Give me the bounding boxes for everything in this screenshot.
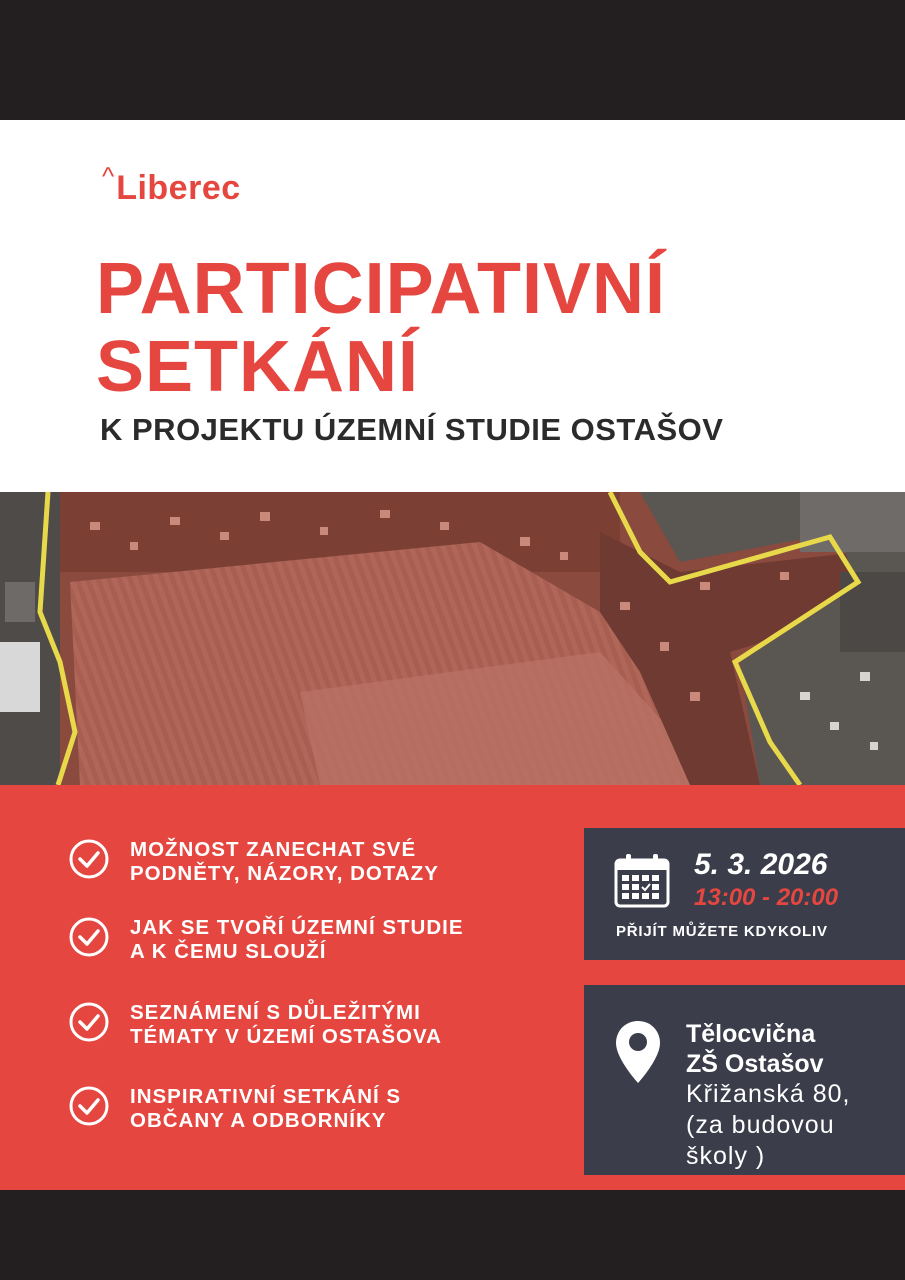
location-address: Křižanská 80, (za budovou školy ) (686, 1080, 851, 1170)
check-circle-icon (68, 838, 110, 880)
aerial-map-image (0, 492, 905, 785)
bottom-dark-band (0, 1190, 905, 1280)
page-title (96, 250, 666, 406)
liberec-logo (102, 161, 241, 208)
location-name: Tělocvična ZŠ Ostašov (686, 1020, 824, 1078)
list-item (68, 1085, 550, 1133)
list-item (68, 838, 550, 886)
event-date-box (584, 828, 905, 960)
list-item (68, 1001, 550, 1049)
event-note: PŘIJÍT MŮŽETE KDYKOLIV (616, 923, 828, 940)
list-item (68, 916, 550, 964)
title-line-1: PARTICIPATIVNÍ (96, 249, 666, 329)
event-location-box (584, 985, 905, 1175)
aerial-photo (0, 492, 905, 785)
logo-caret: ^ (102, 161, 115, 191)
page-subtitle: K PROJEKTU ÚZEMNÍ STUDIE OSTAŠOV (100, 412, 724, 447)
map-pin-icon (614, 1019, 662, 1085)
top-dark-band (0, 0, 905, 120)
list-item-text: SEZNÁMENÍ S DŮLEŽITÝMI TÉMATY V ÚZEMÍ OSTAŠOVA (130, 1001, 442, 1048)
check-circle-icon (68, 916, 110, 958)
event-time: 13:00 - 20:00 (694, 884, 839, 911)
logo-text: Liberec (116, 169, 241, 207)
check-circle-icon (68, 1085, 110, 1127)
title-line-2: SETKÁNÍ (96, 327, 420, 407)
calendar-icon (614, 852, 670, 908)
event-date: 5. 3. 2026 (694, 848, 828, 881)
list-item-text: MOŽNOST ZANECHAT SVÉ PODNĚTY, NÁZORY, DOTAZY (130, 838, 439, 885)
check-circle-icon (68, 1001, 110, 1043)
list-item-text: JAK SE TVOŘÍ ÚZEMNÍ STUDIE A K ČEMU SLOUŽÍ (130, 916, 464, 963)
list-item-text: INSPIRATIVNÍ SETKÁNÍ S OBČANY A ODBORNÍKY (130, 1085, 402, 1132)
